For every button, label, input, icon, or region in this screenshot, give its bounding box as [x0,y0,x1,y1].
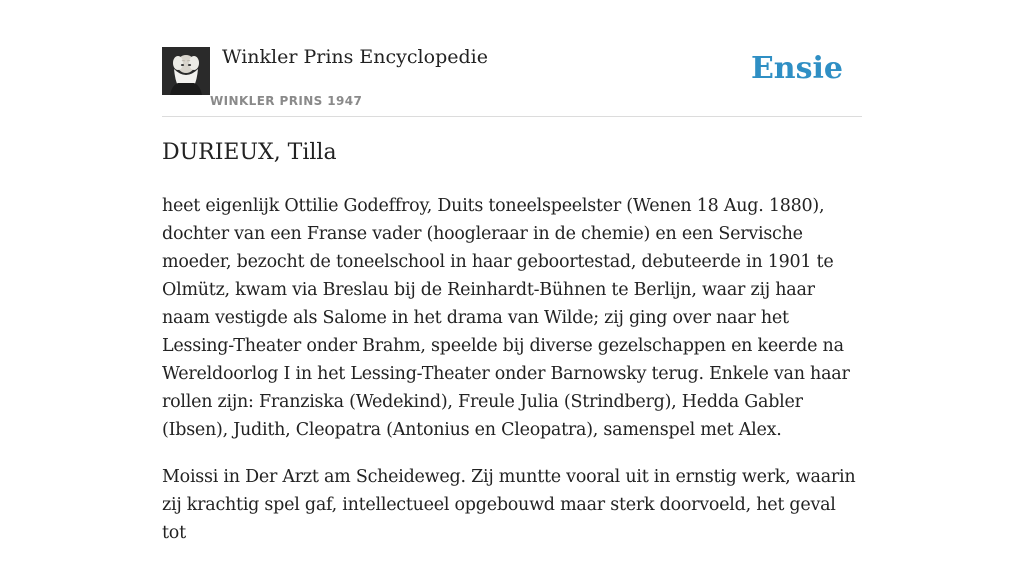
source-subtitle[interactable]: WINKLER PRINS 1947 [210,94,363,108]
entry-title: DURIEUX, Tilla [162,140,337,165]
source-title[interactable]: Winkler Prins Encyclopedie [222,46,488,68]
entry-paragraph: heet eigenlijk Ottilie Godeffroy, Duits toneelspeelster (Wenen 18 Aug. 1880), dochter van een Franse vader (hoogleraar in de chemie) en een Servische moeder, bezocht de toneelschool in haar geboortestad, debuteerde in 1901 te Olmütz, kwam via Breslau bij de Reinhardt-Bühnen te Berlijn, waar zij haar naam vestigde als Salome in het drama van Wilde; zij ging over naar het Lessing-Theater onder Brahm, speelde bij diverse gezelschappen en keerde na Wereldoorlog I in het Lessing-Theater onder Barnowsky terug. Enkele van haar rollen zijn: Franziska (Wedekind), Freule Julia (Strindberg), Hedda Gabler (Ibsen), Judith, Cleopatra (Antonius en Cleopatra), samenspel met Alex. [162,196,850,440]
entry-paragraph: Moissi in Der Arzt am Scheideweg. Zij muntte vooral uit in ernstig werk, waarin zij krachtig spel gaf, intellectueel opgebouwd maar sterk doorvoeld, het geval tot [162,467,856,543]
source-header [162,0,862,117]
bearded-man-portrait-icon [162,47,210,95]
ensie-logo[interactable]: Ensie [750,51,843,86]
avatar[interactable] [162,47,210,95]
entry-body [162,192,862,566]
